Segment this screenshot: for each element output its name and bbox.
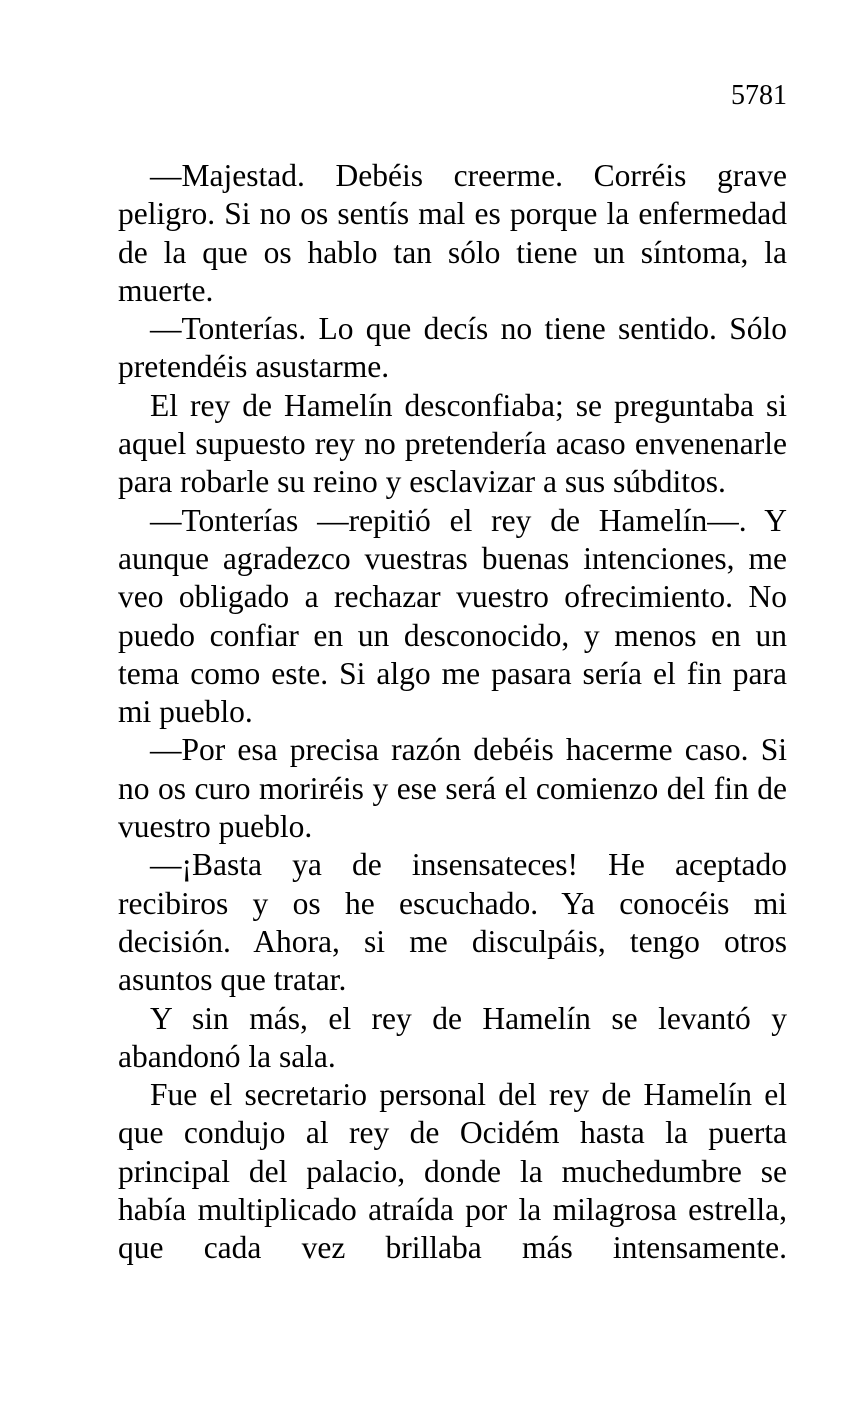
paragraph: —Tonterías. Lo que decís no tiene sentido. Sólo pretendéis asustarme.	[118, 311, 787, 385]
paragraph: El rey de Hamelín desconfiaba; se preguntaba si aquel supuesto rey no pretendería acaso envenenarle para robarle su reino y esclavizar a sus súbditos.	[118, 387, 787, 500]
paragraph: Y sin más, el rey de Hamelín se levantó y abandonó la sala.	[118, 1000, 787, 1074]
paragraph: —Tonterías —repitió el rey de Hamelín—. Y aunque agradezco vuestras buenas intenciones, me veo obligado a rechazar vuestro ofrecimiento. No puedo confiar en un desconocido, y menos en un tema como este. Si algo me pasara sería el fin para mi pueblo.	[118, 502, 787, 730]
text-body	[118, 157, 787, 1268]
paragraph: —¡Basta ya de insensateces! He aceptado recibiros y os he escuchado. Ya conocéis mi decisión. Ahora, si me disculpáis, tengo otros asuntos que tratar.	[118, 847, 787, 998]
page-number: 5781	[731, 80, 787, 111]
paragraph: —Majestad. Debéis creerme. Corréis grave peligro. Si no os sentís mal es porque la enfermedad de la que os hablo tan sólo tiene un síntoma, la muerte.	[118, 158, 787, 308]
paragraph: Fue el secretario personal del rey de Hamelín el que condujo al rey de Ocidém hasta la puerta principal del palacio, donde la muchedumbre se había multiplicado atraída por la milagrosa estrella, que cada vez brillaba más intensamente.	[118, 1077, 787, 1266]
paragraph: —Por esa precisa razón debéis hacerme caso. Si no os curo moriréis y ese será el comienzo del fin de vuestro pueblo.	[118, 732, 787, 845]
